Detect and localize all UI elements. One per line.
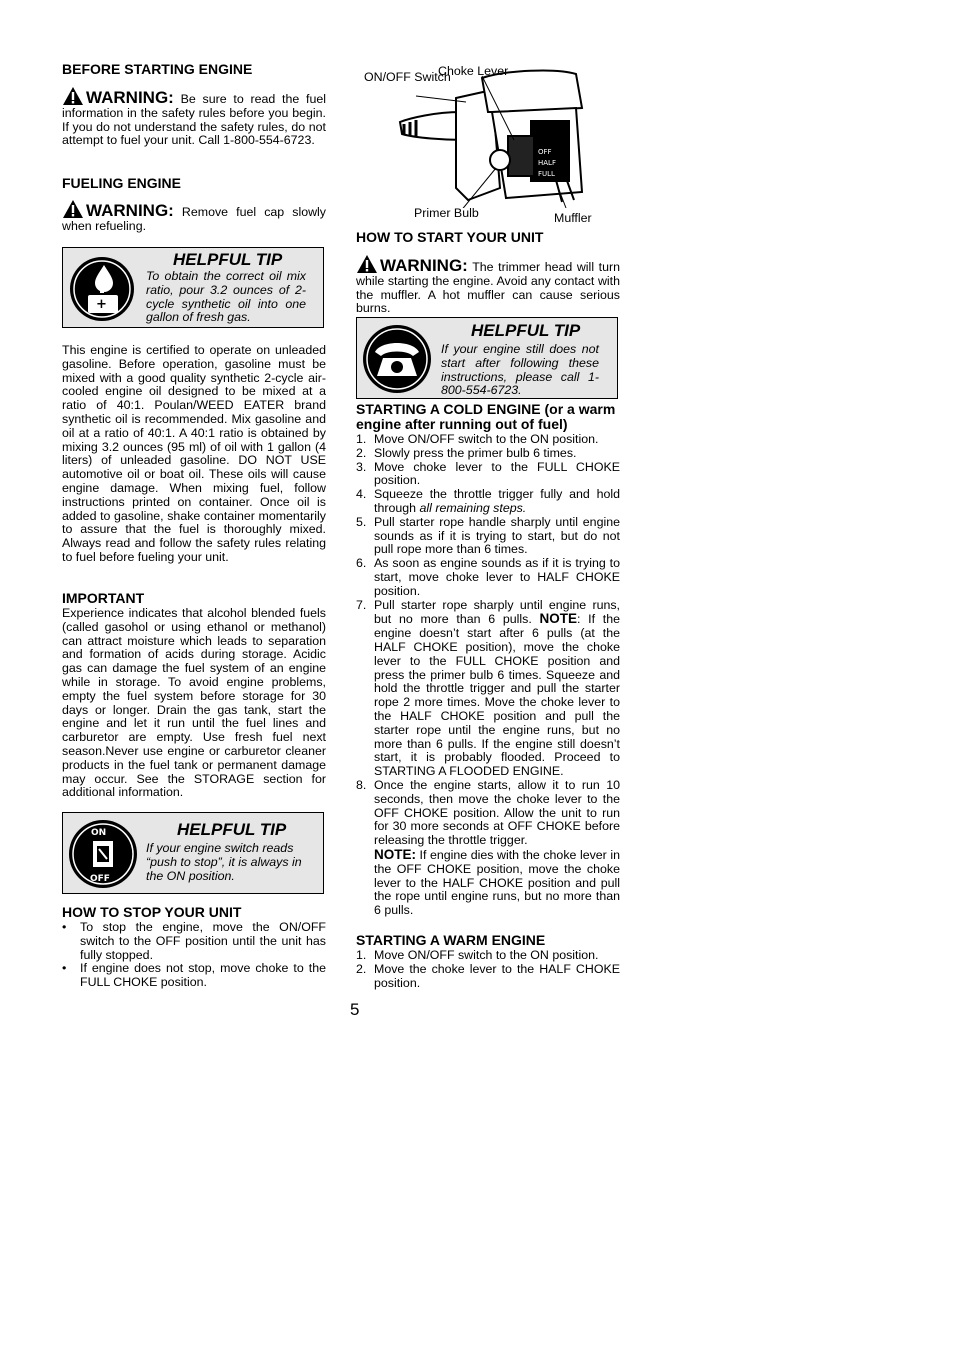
important-heading: IMPORTANT [62,590,145,606]
engine-controls-figure [356,58,620,228]
important-section [62,591,326,800]
list-item: 5. Pull starter rope handle sharply until engine sounds as if it is trying to start, but do not pull rope more than 6 times. [356,514,620,557]
muffler-label: Muffler [554,211,592,225]
icon-on-label: ON [91,828,107,838]
helpful-tip-title: HELPFUL TIP [471,321,581,340]
warm-engine-heading: STARTING A WARM ENGINE [356,932,546,948]
warning-fuel-cap [62,199,326,234]
page-number: 5 [350,1000,360,1019]
lever-half-label: HALF [538,159,556,167]
primer-bulb-label: Primer Bulb [414,206,479,220]
warning-text: The trimmer head will turn while starting the engine. Avoid any contact with the muffler. A hot muffler can cause serious burns. [356,260,621,316]
fuel-mix-paragraph: This engine is certified to operate on unleaded gasoline. Before operation, gasoline must be mixed with a good quality synthetic 2-cycle air-cooled engine oil designed to be mixed at a ratio of 40:1. Poulan/WEED EATER brand synthetic oil is recommended. Mix gasoline and oil at a ratio of 40:1. A 40:1 ratio is obtained by mixing 3.2 ounces (95 ml) of oil with 1 gallon (4 liters) of unleaded gasoline. DO NOT USE automotive oil or boat oil. These oils will cause engine damage. When mixing fuel, follow instructions printed on container. Once oil is added to gasoline, shake container momentarily to assure that the fuel is thoroughly mixed. Always read and follow the safety rules relating to fuel before fueling your unit. [62,343,326,564]
lever-full-label: FULL [538,170,555,178]
helpful-tip-switch [62,812,324,894]
trimmer-engine-illustration [396,68,596,208]
cold-engine-section [356,402,620,918]
warning-icon [356,254,378,274]
helpful-tip-text: If your engine still does not start after following these instructions, please call 1-800-554-6723. [441,342,599,398]
warning-label: WARNING: [86,201,174,220]
fuel-mix-paragraph-block [62,344,326,565]
helpful-tip-text: To obtain the correct oil mix ratio, pour 3.2 ounces of 2-cycle synthetic oil into one gallon of fresh gas. [146,269,306,325]
important-paragraph: Experience indicates that alcohol blended fuels (called gasohol or using ethanol or methanol) can attract moisture which leads to separation and formation of acids during storage. Acidic gas can damage the fuel system of an engine while in storage. To avoid engine problems, empty the fuel system before storage for 30 days or longer. Drain the gas tank, start the engine and let it run until the fuel lines and carburetor are empty. Use fresh fuel next season.Never use engine or carburetor cleaner products in the fuel tank or permanent damage may occur. See the STORAGE section for additional information. [62,606,326,800]
stop-unit-list [62,921,326,990]
choke-lever-label: Choke Lever [438,64,509,78]
stop-unit-section [62,905,326,990]
helpful-tip-title: HELPFUL TIP [177,820,287,839]
list-item: 2. Slowly press the primer bulb 6 times. [356,445,577,460]
helpful-tip-text: If your engine switch reads “push to stop”, it is always in the ON position. [146,841,302,883]
helpful-tip-call [356,317,618,399]
list-item: 2. Move the choke lever to the HALF CHOKE position. [356,961,620,990]
list-item: 7. Pull starter rope sharply until engine runs, but no more than 6 pulls. NOTE: If the engine doesn’t start after 6 pulls (at the HALF CHOKE position), move the choke lever to the FULL CHOKE position and press the primer bulb 6 times. Squeeze and hold the throttle trigger and pull the starter rope 2 more times. Move the choke lever to the HALF CHOKE position and pull the starter rope until the engine runs, but no more than 6 pulls. If the engine still doesn’t start, it is probably flooded. Proceed to STARTING A FLOODED ENGINE. [356,597,620,779]
warm-engine-steps [356,949,620,990]
warning-icon [62,199,84,219]
onoff-switch-label: ON/OFF Switch [364,70,451,84]
fueling-heading: FUELING ENGINE [62,175,182,191]
lever-off-label: OFF [538,148,552,156]
list-item: 4. Squeeze the throttle trigger fully and hold through all remaining steps. [356,487,620,515]
list-item: • If engine does not stop, move choke to the FULL CHOKE position. [62,961,326,990]
warning-label: WARNING: [86,88,174,107]
stop-unit-heading: HOW TO STOP YOUR UNIT [62,904,242,920]
cold-engine-heading: STARTING A COLD ENGINE (or a warm engine after running out of fuel) [356,401,616,432]
list-item: 6. As soon as engine sounds as if it is trying to start, move choke lever to HALF CHOKE position. [356,556,620,598]
warning-read-fuel-info [62,86,326,148]
warning-text: Remove fuel cap slowly when refueling. [62,205,326,233]
warning-trimmer-head [356,254,620,316]
fueling-section [62,176,326,191]
list-item: 1. Move ON/OFF switch to the ON position. [356,432,599,446]
fuel-drop-icon [66,255,138,323]
icon-off-label: OFF [90,874,110,884]
list-item: 3. Move choke lever to the FULL CHOKE position. [356,459,620,488]
list-item: • To stop the engine, move the ON/OFF switch to the OFF position until the unit has fully stopped. [62,920,326,962]
list-item: 8. Once the engine starts, allow it to run 10 seconds, then move the choke lever to the OFF CHOKE position. Allow the unit to run for 30 more seconds at OFF CHOKE before releasing the throttle trigger. NOTE: If engine dies with the choke lever in the OFF CHOKE position, move the choke lever to the HALF CHOKE position and pull the rope until engine runs, but no more than 6 pulls. [356,777,620,918]
before-starting-heading: BEFORE STARTING ENGINE [62,61,253,77]
on-off-switch-icon [67,819,139,889]
svg-text:+: + [96,297,107,312]
warning-label: WARNING: [380,256,468,275]
telephone-icon [361,324,433,394]
warning-icon [62,86,84,106]
start-unit-section [356,230,620,245]
helpful-tip-oil-mix [62,247,324,328]
helpful-tip-title: HELPFUL TIP [173,250,283,269]
cold-engine-steps [356,433,620,918]
before-starting-section [62,62,326,77]
warning-text: Be sure to read the fuel information in the safety rules before you begin. If you do not understand the safety rules, do not attempt to fuel your unit. Call 1-800-554-6723. [62,92,326,148]
warm-engine-section [356,933,620,990]
list-item: 1. Move ON/OFF switch to the ON position. [356,948,599,962]
start-unit-heading: HOW TO START YOUR UNIT [356,229,544,245]
